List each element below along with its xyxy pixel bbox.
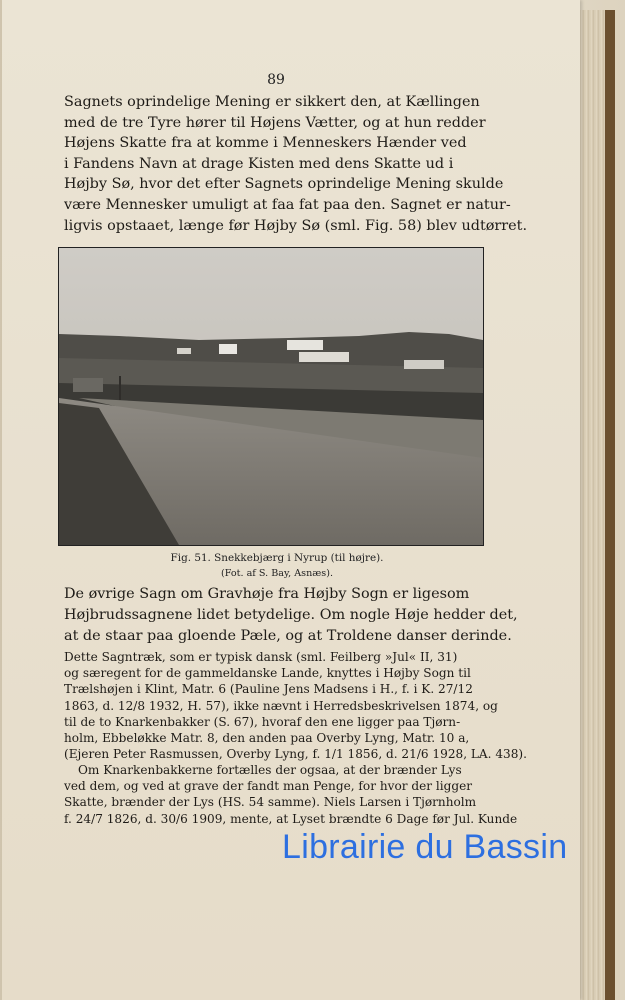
text-line: være Mennesker umuligt at faa fat paa den. Sagnet er natur- bbox=[64, 196, 511, 213]
text-line: Sagnets oprindelige Mening er sikkert den, at Kællingen bbox=[64, 94, 480, 110]
watermark: Librairie du Bassin bbox=[282, 828, 568, 866]
text-line: Skatte, brænder der Lys (HS. 54 samme). Niels Larsen i Tjørnholm bbox=[64, 795, 477, 810]
text-line: Højens Skatte fra at komme i Menneskers Hænder ved bbox=[64, 135, 467, 152]
text-line: Om Knarkenbakkerne fortælles der ogsaa, at der brænder Lys bbox=[78, 763, 462, 777]
text-line: f. 24/7 1826, d. 30/6 1909, mente, at Lyset brændte 6 Dage før Jul. Kunde bbox=[64, 811, 518, 826]
figure-photo bbox=[58, 247, 484, 546]
text-line: De øvrige Sagn om Gravhøje fra Højby Sogn er ligesom bbox=[64, 586, 470, 602]
text-line: Dette Sagntræk, som er typisk dansk (sml. Feilberg »Jul« II, 31) bbox=[64, 650, 458, 664]
landscape-photo bbox=[59, 248, 483, 545]
text-line: til de to Knarkenbakker (S. 67), hvoraf den ene ligger paa Tjørn- bbox=[64, 714, 461, 729]
text-line: 1863, d. 12/8 1932, H. 57), ikke nævnt i Herredsbeskrivelsen 1874, og bbox=[64, 698, 498, 713]
paragraph-2 bbox=[64, 584, 518, 646]
figure-caption bbox=[64, 551, 490, 581]
text-line: i Fandens Navn at drage Kisten med dens Skatte ud i bbox=[64, 155, 454, 172]
caption-title: Fig. 51. Snekkebjærg i Nyrup (til højre). bbox=[170, 552, 384, 564]
text-line: Trælshøjen i Klint, Matr. 6 (Pauline Jens Madsens i H., f. i K. 27/12 bbox=[64, 682, 473, 697]
paragraph-1 bbox=[64, 92, 528, 236]
text-line: (Ejeren Peter Rasmussen, Overby Lyng, f. 1/1 1856, d. 21/6 1928, LA. 438). bbox=[64, 747, 527, 762]
text-line: Højby Sø, hvor det efter Sagnets oprindelige Mening skulde bbox=[64, 176, 504, 193]
text-line: at de staar paa gloende Pæle, og at Troldene danser derinde. bbox=[64, 627, 512, 644]
text-line: og særegent for de gammeldanske Lande, knyttes i Højby Sogn til bbox=[64, 666, 471, 681]
text-line: holm, Ebbeløkke Matr. 8, den anden paa Overby Lyng, Matr. 10 a, bbox=[64, 731, 470, 746]
caption-credit: (Fot. af S. Bay, Asnæs). bbox=[220, 568, 334, 579]
text-line: ved dem, og ved at grave der fandt man Penge, for hvor der ligger bbox=[64, 779, 473, 794]
paragraph-3 bbox=[64, 649, 527, 762]
text-line: Højbrudssagnene lidet betydelige. Om nogle Høje hedder det, bbox=[64, 606, 518, 623]
book-cover-edge bbox=[605, 10, 615, 1000]
paragraph-4 bbox=[64, 762, 518, 827]
page-number: 89 bbox=[267, 72, 285, 88]
text-line: ligvis opstaaet, længe før Højby Sø (sml. Fig. 58) blev udtørret. bbox=[64, 217, 528, 234]
text-line: med de tre Tyre hører til Højens Vætter, og at hun redder bbox=[64, 114, 486, 131]
